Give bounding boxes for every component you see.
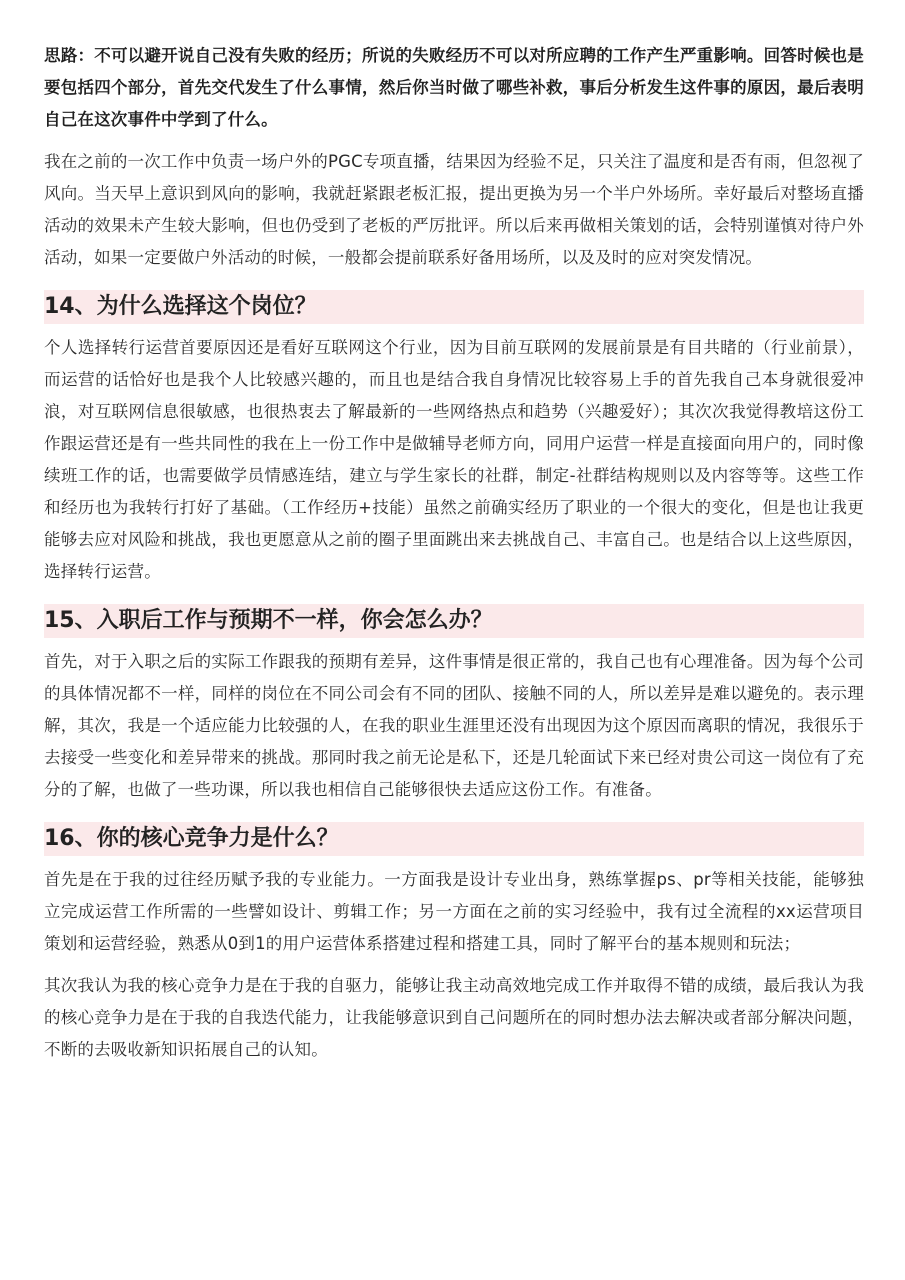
question-16-heading: 16、你的核心竞争力是什么？: [44, 822, 864, 856]
question-14-answer: 个人选择转行运营首要原因还是看好互联网这个行业，因为目前互联网的发展前景是有目共睹的（行业前景），而运营的话恰好也是我个人比较感兴趣的，而且也是结合我自身情况比较容易上手的首先我自己本身就很爱冲浪，对互联网信息很敏感，也很热衷去了解最新的一些网络热点和趋势（兴趣爱好）；其次次我觉得教培这份工作跟运营还是有一些共同性的我在上一份工作中是做辅导老师方向，同用户运营一样是直接面向用户的，同时像续班工作的话，也需要做学员情感连结，建立与学生家长的社群，制定-社群结构规则以及内容等等。这些工作和经历也为我转行打好了基础。（工作经历+技能）虽然之前确实经历了职业的一个很大的变化，但是也让我更能够去应对风险和挑战，我也更愿意从之前的圈子里面跳出来去挑战自己、丰富自己。也是结合以上这些原因，选择转行运营。: [44, 338, 864, 581]
answer-paragraph: 我在之前的一次工作中负责一场户外的PGC专项直播，结果因为经验不足，只关注了温度和是否有雨，但忽视了风向。当天早上意识到风向的影响，我就赶紧跟老板汇报，提出更换为另一个半户外场所。幸好最后对整场直播活动的效果未产生较大影响，但也仍受到了老板的严厉批评。所以后来再做相关策划的话，会特别谨慎对待户外活动，如果一定要做户外活动的时候，一般都会提前联系好备用场所，以及及时的应对突发情况。: [44, 152, 864, 267]
document-page: [44, 40, 864, 1076]
question-14-section: [44, 290, 864, 588]
question-15-answer: 首先，对于入职之后的实际工作跟我的预期有差异，这件事情是很正常的，我自己也有心理准备。因为每个公司的具体情况都不一样，同样的岗位在不同公司会有不同的团队、接触不同的人，所以差异是难以避免的。表示理解，其次，我是一个适应能力比较强的人，在我的职业生涯里还没有出现因为这个原因而离职的情况，我很乐于去接受一些变化和差异带来的挑战。那同时我之前无论是私下，还是几轮面试下来已经对贵公司这一岗位有了充分的了解，也做了一些功课，所以我也相信自己能够很快去适应这份工作。有准备。: [44, 652, 864, 799]
question-14-heading: 14、为什么选择这个岗位？: [44, 290, 864, 324]
question-16-answer-part-1: 首先是在于我的过往经历赋予我的专业能力。一方面我是设计专业出身，熟练掌握ps、pr等相关技能，能够独立完成运营工作所需的一些譬如设计、剪辑工作；另一方面在之前的实习经验中，我有过全流程的xx运营项目策划和运营经验，熟悉从0到1的用户运营体系搭建过程和搭建工具，同时了解平台的基本规则和玩法；: [44, 870, 864, 953]
intro-section: [44, 40, 864, 274]
question-16-section: [44, 822, 864, 1066]
thinking-paragraph: 思路：不可以避开说自己没有失败的经历；所说的失败经历不可以对所应聘的工作产生严重影响。回答时候也是要包括四个部分，首先交代发生了什么事情，然后你当时做了哪些补救，事后分析发生这件事的原因，最后表明自己在这次事件中学到了什么。: [44, 46, 864, 129]
question-15-heading: 15、入职后工作与预期不一样，你会怎么办？: [44, 604, 864, 638]
question-15-section: [44, 604, 864, 806]
question-16-answer-part-2: 其次我认为我的核心竞争力是在于我的自驱力，能够让我主动高效地完成工作并取得不错的成绩，最后我认为我的核心竞争力是在于我的自我迭代能力，让我能够意识到自己问题所在的同时想办法去解决或者部分解决问题，不断的去吸收新知识拓展自己的认知。: [44, 976, 864, 1059]
